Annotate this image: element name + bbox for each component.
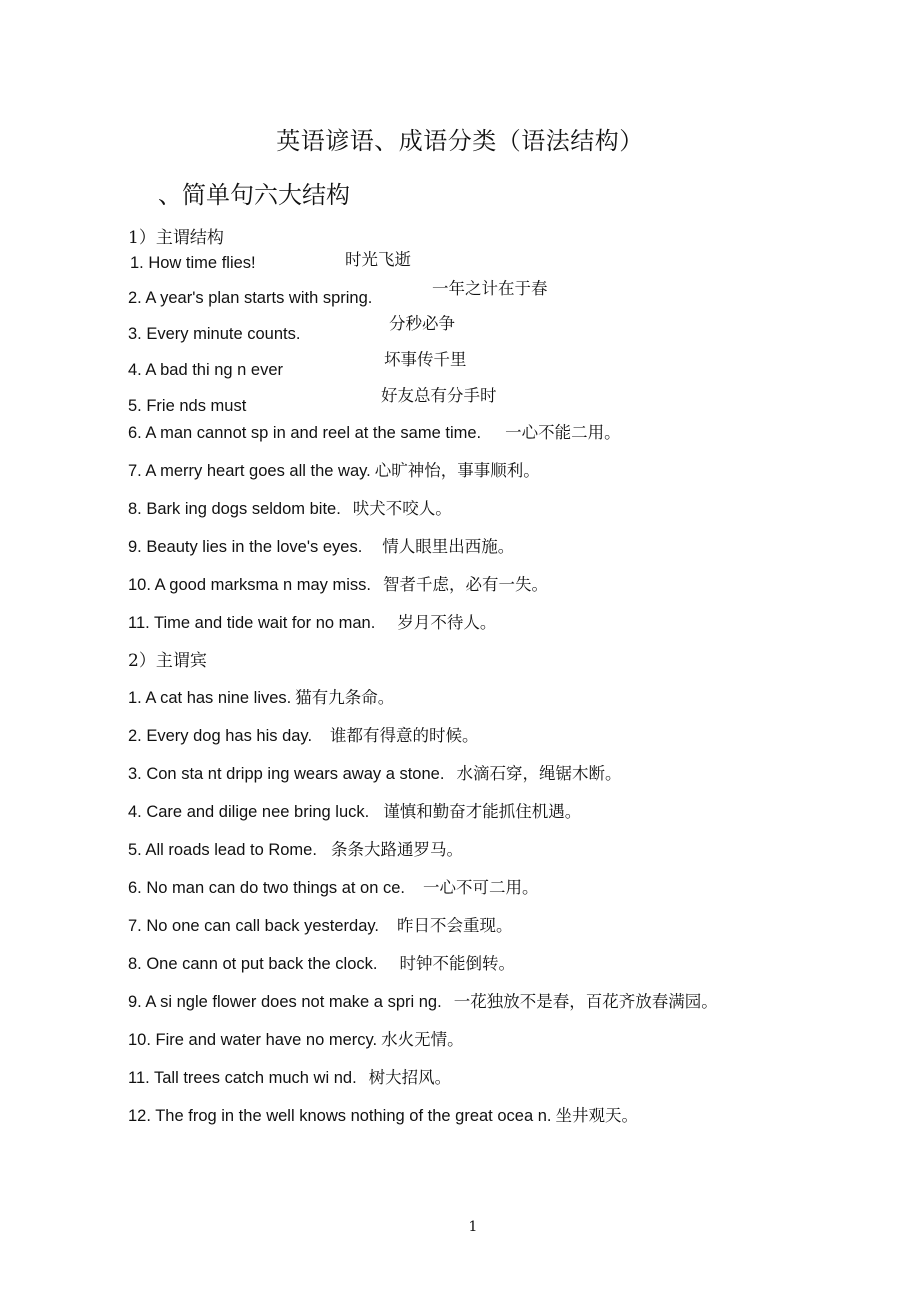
proverb-zh: 一花独放不是春，百花齐放春满园。 xyxy=(453,992,718,1011)
proverb-line xyxy=(128,950,515,974)
part2-heading: 2）主谓宾 xyxy=(128,651,207,671)
proverb-zh: 谁都有得意的时候。 xyxy=(330,726,479,745)
proverb-en: 10. Fire and water have no mercy. xyxy=(128,1031,378,1049)
part1-heading: 1）主谓结构 xyxy=(128,228,224,248)
proverb-zh: 智者千虑，必有一失。 xyxy=(383,575,549,594)
proverb-zh: 一年之计在于春 xyxy=(432,279,548,298)
proverb-en: 8. Bark ing dogs seldom bite. xyxy=(128,500,341,518)
proverb-line xyxy=(128,798,581,822)
proverb-en: 11. Tall trees catch much wi nd. xyxy=(128,1069,357,1087)
document-title: 英语谚语、成语分类（语法结构） xyxy=(276,127,644,155)
proverb-zh: 昨日不会重现。 xyxy=(397,916,513,935)
proverb-en: 5. All roads lead to Rome. xyxy=(128,841,317,859)
proverb-en: 11. Time and tide wait for no man. xyxy=(128,614,376,632)
proverb-zh: 情人眼里出西施。 xyxy=(382,537,515,556)
proverb-zh: 时钟不能倒转。 xyxy=(399,954,515,973)
proverb-en: 9. A si ngle flower does not make a spri ng. xyxy=(128,993,442,1011)
proverb-en: 12. The frog in the well knows nothing of the great ocea n. xyxy=(128,1107,552,1125)
proverb-zh: 好友总有分手时 xyxy=(381,386,497,405)
proverb-zh: 岁月不待人。 xyxy=(397,613,497,632)
proverb-en: 4. Care and dilige nee bring luck. xyxy=(128,803,370,821)
proverb-en: 7. No one can call back yesterday. xyxy=(128,917,379,935)
proverb-line xyxy=(128,912,513,936)
proverb-line xyxy=(128,457,540,481)
proverb-en: 3. Con sta nt dripp ing wears away a stone. xyxy=(128,765,445,783)
proverb-en: 9. Beauty lies in the love's eyes. xyxy=(128,538,363,556)
proverb-en: 3. Every minute counts. xyxy=(128,325,301,343)
proverb-line xyxy=(128,1064,451,1088)
proverb-zh: 分秒必争 xyxy=(389,314,455,333)
proverb-zh: 坐井观天。 xyxy=(555,1106,638,1125)
proverb-zh: 吠犬不咬人。 xyxy=(352,499,452,518)
proverb-line xyxy=(128,760,621,784)
proverb-line xyxy=(128,722,479,746)
proverb-en: 1. How time flies! xyxy=(130,254,256,272)
proverb-en: 6. No man can do two things at on ce. xyxy=(128,879,405,897)
proverb-zh: 一心不可二用。 xyxy=(423,878,539,897)
proverb-en: 10. A good marksma n may miss. xyxy=(128,576,372,594)
proverb-zh: 猫有九条命。 xyxy=(295,688,395,707)
proverb-line xyxy=(128,495,452,519)
proverb-zh: 坏事传千里 xyxy=(384,350,467,369)
proverb-zh: 水火无情。 xyxy=(381,1030,464,1049)
proverb-line xyxy=(128,684,394,708)
proverb-en: 4. A bad thi ng n ever xyxy=(128,361,284,379)
proverb-zh: 时光飞逝 xyxy=(345,250,411,269)
proverb-en: 8. One cann ot put back the clock. xyxy=(128,955,378,973)
proverb-en: 1. A cat has nine lives. xyxy=(128,689,292,707)
proverb-line xyxy=(128,419,621,443)
proverb-en: 2. Every dog has his day. xyxy=(128,727,313,745)
proverb-zh: 树大招风。 xyxy=(368,1068,452,1087)
page-number: 1 xyxy=(468,1219,478,1235)
proverb-line xyxy=(128,874,539,898)
proverb-zh: 心旷神怡，事事顺利。 xyxy=(374,461,540,480)
proverb-line xyxy=(128,533,514,557)
proverb-line xyxy=(128,1026,464,1050)
proverb-zh: 谨慎和勤奋才能抓住机遇。 xyxy=(383,802,582,821)
section-title: 、简单句六大结构 xyxy=(158,181,350,209)
proverb-line xyxy=(128,988,718,1012)
proverb-line xyxy=(128,609,496,633)
proverb-zh: 一心不能二用。 xyxy=(505,423,621,442)
proverb-zh: 水滴石穿，绳锯木断。 xyxy=(456,764,622,783)
proverb-zh: 条条大路通罗马。 xyxy=(330,840,463,859)
proverb-en: 5. Frie nds must xyxy=(128,397,247,415)
proverb-line xyxy=(128,1102,638,1126)
proverb-line xyxy=(128,571,548,595)
proverb-en: 6. A man cannot sp in and reel at the same time. xyxy=(128,424,482,442)
proverb-en: 2. A year's plan starts with spring. xyxy=(128,289,373,307)
proverb-en: 7. A merry heart goes all the way. xyxy=(128,462,371,480)
proverb-line xyxy=(128,836,463,860)
